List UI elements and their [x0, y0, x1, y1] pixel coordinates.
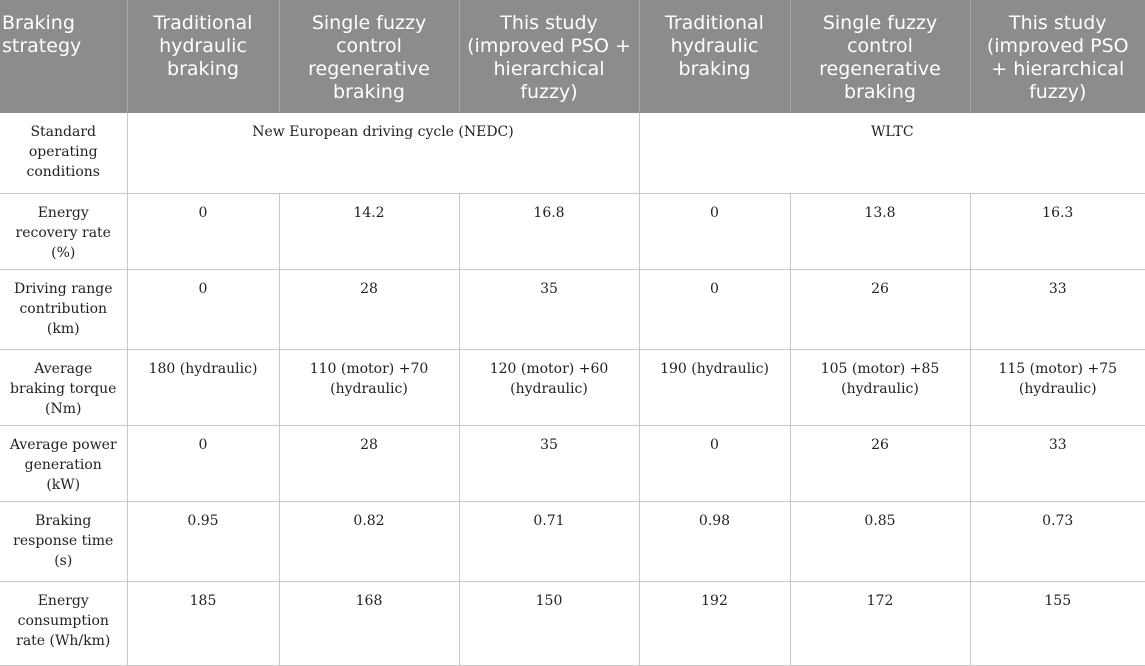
table-row: [0, 269, 1145, 349]
table-row: [0, 501, 1145, 581]
row-label: Average braking torque (Nm): [0, 349, 127, 425]
conditions-label: Standard operating conditions: [0, 113, 127, 193]
table-cell: 16.3: [970, 193, 1145, 269]
table-cell: 0.82: [279, 501, 459, 581]
header-wltc-this-study: This study (improved PSO + hierarchical fuzzy): [970, 0, 1145, 113]
table-cell: 28: [279, 269, 459, 349]
table-cell: 0: [127, 269, 279, 349]
conditions-row: [0, 113, 1145, 193]
row-label: Energy recovery rate (%): [0, 193, 127, 269]
table-cell: 120 (motor) +60 (hydraulic): [459, 349, 639, 425]
row-label: Driving range contribution (km): [0, 269, 127, 349]
table-cell: 16.8: [459, 193, 639, 269]
table-cell: 35: [459, 269, 639, 349]
table-cell: 0: [639, 425, 790, 501]
table-cell: 150: [459, 581, 639, 665]
nedc-condition: New European driving cycle (NEDC): [127, 113, 639, 193]
table-cell: 14.2: [279, 193, 459, 269]
table-cell: 28: [279, 425, 459, 501]
table-cell: 0: [127, 425, 279, 501]
table-cell: 33: [970, 425, 1145, 501]
header-wltc-traditional: Traditional hydraulic braking: [639, 0, 790, 113]
table-cell: 192: [639, 581, 790, 665]
table-row: [0, 581, 1145, 665]
table-cell: 33: [970, 269, 1145, 349]
table-cell: 13.8: [790, 193, 970, 269]
table-cell: 105 (motor) +85 (hydraulic): [790, 349, 970, 425]
table-row: [0, 349, 1145, 425]
table-cell: 190 (hydraulic): [639, 349, 790, 425]
table-cell: 0.73: [970, 501, 1145, 581]
table-cell: 180 (hydraulic): [127, 349, 279, 425]
table-cell: 172: [790, 581, 970, 665]
row-label: Braking response time (s): [0, 501, 127, 581]
table-cell: 35: [459, 425, 639, 501]
header-nedc-single-fuzzy: Single fuzzy control regenerative braking: [279, 0, 459, 113]
table-cell: 185: [127, 581, 279, 665]
header-row: [0, 0, 1145, 113]
table-cell: 26: [790, 425, 970, 501]
table-cell: 0: [639, 269, 790, 349]
header-braking-strategy: Braking strategy: [0, 0, 127, 113]
header-nedc-traditional: Traditional hydraulic braking: [127, 0, 279, 113]
table-cell: 0: [639, 193, 790, 269]
table-cell: 0.85: [790, 501, 970, 581]
table-row: [0, 425, 1145, 501]
table-cell: 0.98: [639, 501, 790, 581]
table-row: [0, 193, 1145, 269]
table-cell: 168: [279, 581, 459, 665]
row-label: Average power generation (kW): [0, 425, 127, 501]
header-nedc-this-study: This study (improved PSO + hierarchical fuzzy): [459, 0, 639, 113]
table-cell: 0.71: [459, 501, 639, 581]
table-cell: 0.95: [127, 501, 279, 581]
header-wltc-single-fuzzy: Single fuzzy control regenerative braking: [790, 0, 970, 113]
table-cell: 155: [970, 581, 1145, 665]
table-cell: 0: [127, 193, 279, 269]
row-label: Energy consumption rate (Wh/km): [0, 581, 127, 665]
table-cell: 115 (motor) +75 (hydraulic): [970, 349, 1145, 425]
table-cell: 26: [790, 269, 970, 349]
wltc-condition: WLTC: [639, 113, 1145, 193]
table-cell: 110 (motor) +70 (hydraulic): [279, 349, 459, 425]
